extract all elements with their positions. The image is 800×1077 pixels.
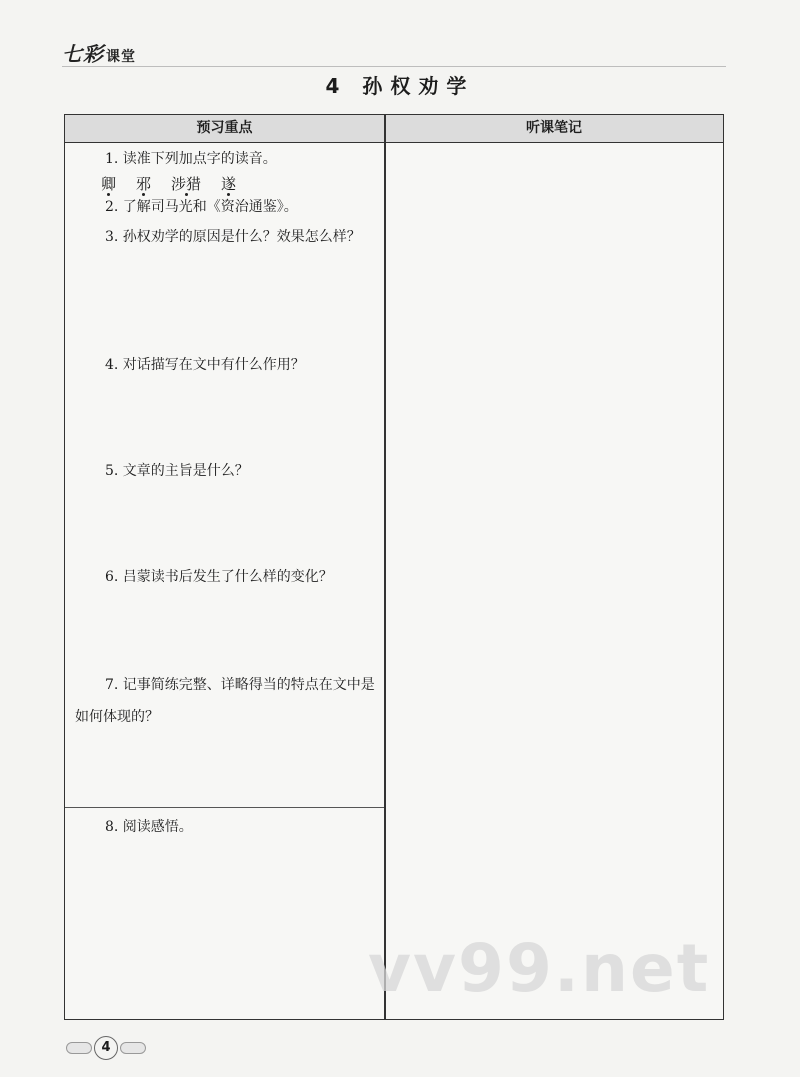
question-4: 4. 对话描写在文中有什么作用？ [105,357,305,373]
question-1: 1. 读准下列加点字的读音。 [105,151,277,167]
question-8: 8. 阅读感悟。 [105,819,193,835]
question-2: 2. 了解司马光和《资治通鉴》。 [105,199,298,215]
lecture-notes-header: 听课笔记 [385,115,723,143]
lesson-title: 4 孙权劝学 [325,74,475,98]
page-ornament-left [66,1042,92,1054]
header-rule [62,66,726,67]
column-divider [384,115,386,1019]
char-sui: 遂 [221,175,237,193]
brand-sub: 课堂 [106,49,136,65]
question-5: 5. 文章的主旨是什么？ [105,463,249,479]
question-7: 7. 记事简练完整、详略得当的特点在文中是如何体现的？ [75,677,375,725]
brand-logo [62,38,136,67]
study-table [64,114,724,1020]
question-3: 3. 孙权劝学的原因是什么？效果怎么样？ [105,229,361,245]
question-6: 6. 吕蒙读书后发生了什么样的变化？ [105,569,333,585]
preview-focus-header: 预习重点 [65,115,385,143]
page-number: 4 [94,1036,118,1060]
char-shelie: 涉猎 [171,175,202,193]
section-divider [65,807,384,808]
page-ornament-right [120,1042,146,1054]
page-number-badge [66,1036,146,1060]
brand-name: 七彩 [62,42,104,66]
watermark: vv99.net [368,930,711,1007]
char-xie: 邪 [136,175,152,193]
char-qing: 卿 [101,175,117,193]
